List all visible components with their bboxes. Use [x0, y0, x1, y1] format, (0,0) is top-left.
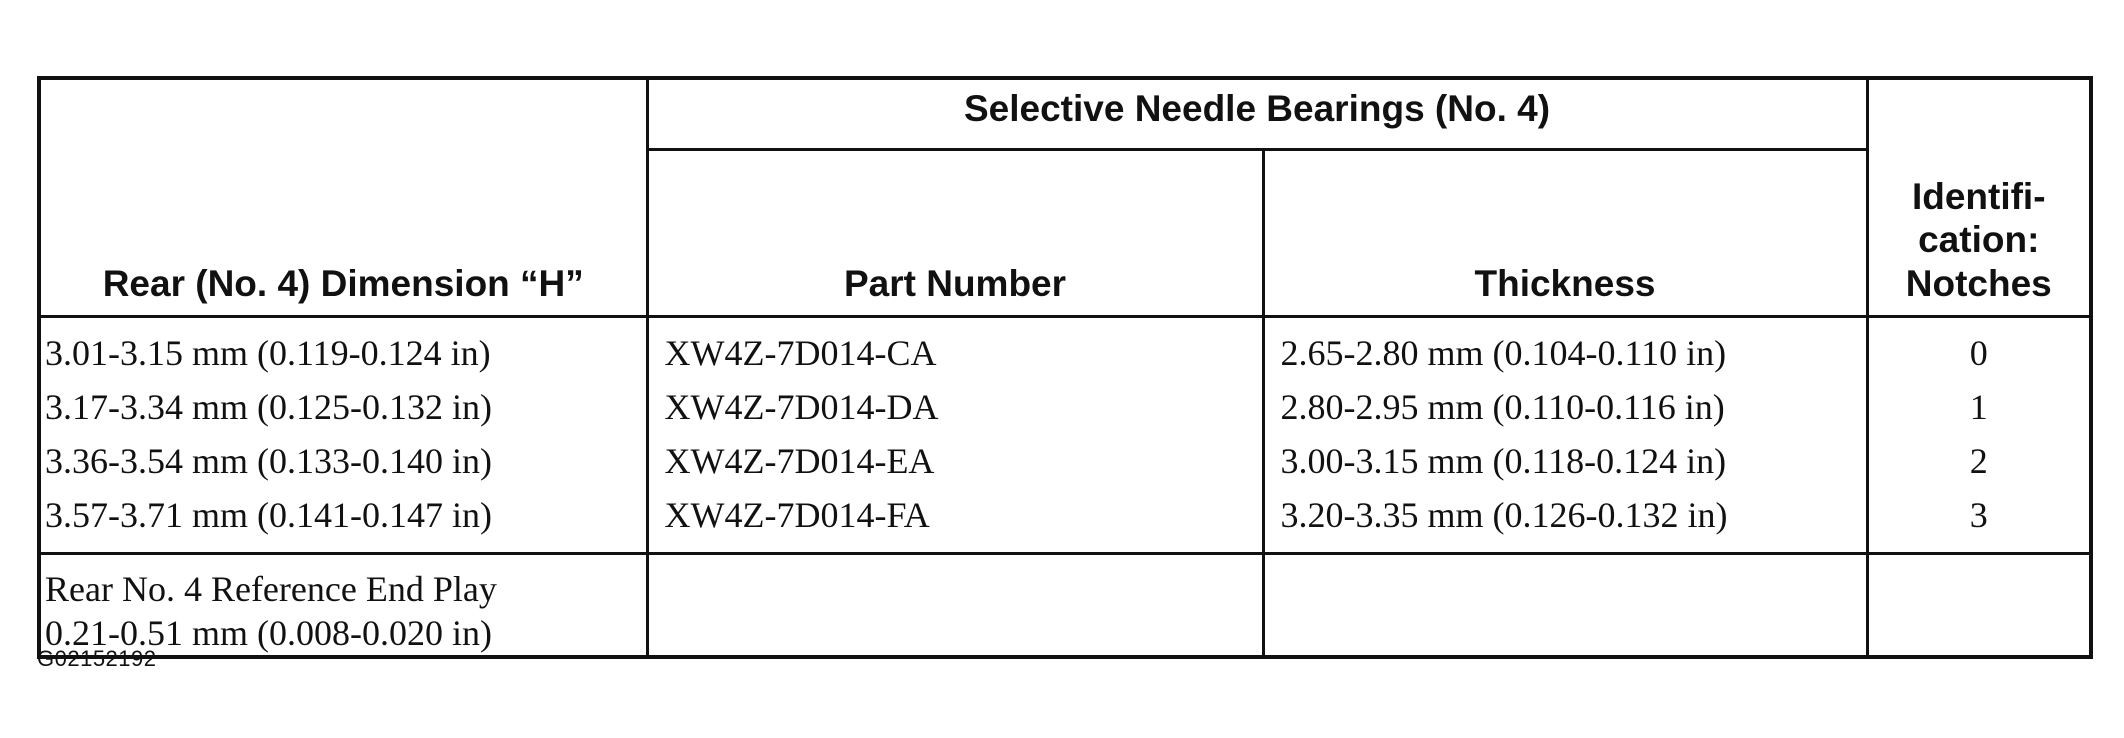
table-row — [39, 380, 2091, 434]
table-row — [39, 488, 2091, 554]
thickness-cell: 2.80-2.95 mm (0.110-0.116 in) — [1263, 380, 1867, 434]
header-identification-line-2: cation: — [1918, 219, 2040, 261]
dimension-cell: 3.57-3.71 mm (0.141-0.147 in) — [39, 488, 647, 554]
reference-end-play-value: 0.21-0.51 mm (0.008-0.020 in) — [45, 613, 492, 653]
empty-cell — [1263, 554, 1867, 658]
reference-end-play-row — [39, 554, 2091, 658]
dimension-cell: 3.17-3.34 mm (0.125-0.132 in) — [39, 380, 647, 434]
table-row — [39, 317, 2091, 381]
notches-cell: 3 — [1867, 488, 2091, 554]
empty-cell — [1867, 554, 2091, 658]
table-row — [39, 434, 2091, 488]
part-number-cell: XW4Z-7D014-EA — [647, 434, 1263, 488]
dimension-cell: 3.36-3.54 mm (0.133-0.140 in) — [39, 434, 647, 488]
part-number-cell: XW4Z-7D014-CA — [647, 317, 1263, 381]
part-number-cell: XW4Z-7D014-FA — [647, 488, 1263, 554]
thickness-cell: 3.20-3.35 mm (0.126-0.132 in) — [1263, 488, 1867, 554]
thickness-cell: 3.00-3.15 mm (0.118-0.124 in) — [1263, 434, 1867, 488]
header-selective-needle-bearings: Selective Needle Bearings (No. 4) — [647, 78, 1867, 150]
header-part-number: Part Number — [647, 150, 1263, 317]
notches-cell: 2 — [1867, 434, 2091, 488]
dimension-cell: 3.01-3.15 mm (0.119-0.124 in) — [39, 317, 647, 381]
header-identification-notches — [1867, 78, 2091, 317]
thickness-cell: 2.65-2.80 mm (0.104-0.110 in) — [1263, 317, 1867, 381]
header-identification-line-3: Notches — [1905, 262, 2052, 304]
bearing-spec-table — [37, 76, 2093, 659]
reference-end-play-cell — [39, 554, 647, 658]
figure-id: G02152192 — [37, 646, 157, 671]
notches-cell: 1 — [1867, 380, 2091, 434]
notches-cell: 0 — [1867, 317, 2091, 381]
header-thickness: Thickness — [1263, 150, 1867, 317]
header-identification-line-1: Identifi- — [1911, 176, 2046, 218]
reference-end-play-label: Rear No. 4 Reference End Play — [45, 569, 497, 609]
part-number-cell: XW4Z-7D014-DA — [647, 380, 1263, 434]
empty-cell — [647, 554, 1263, 658]
header-dimension: Rear (No. 4) Dimension “H” — [39, 78, 647, 317]
